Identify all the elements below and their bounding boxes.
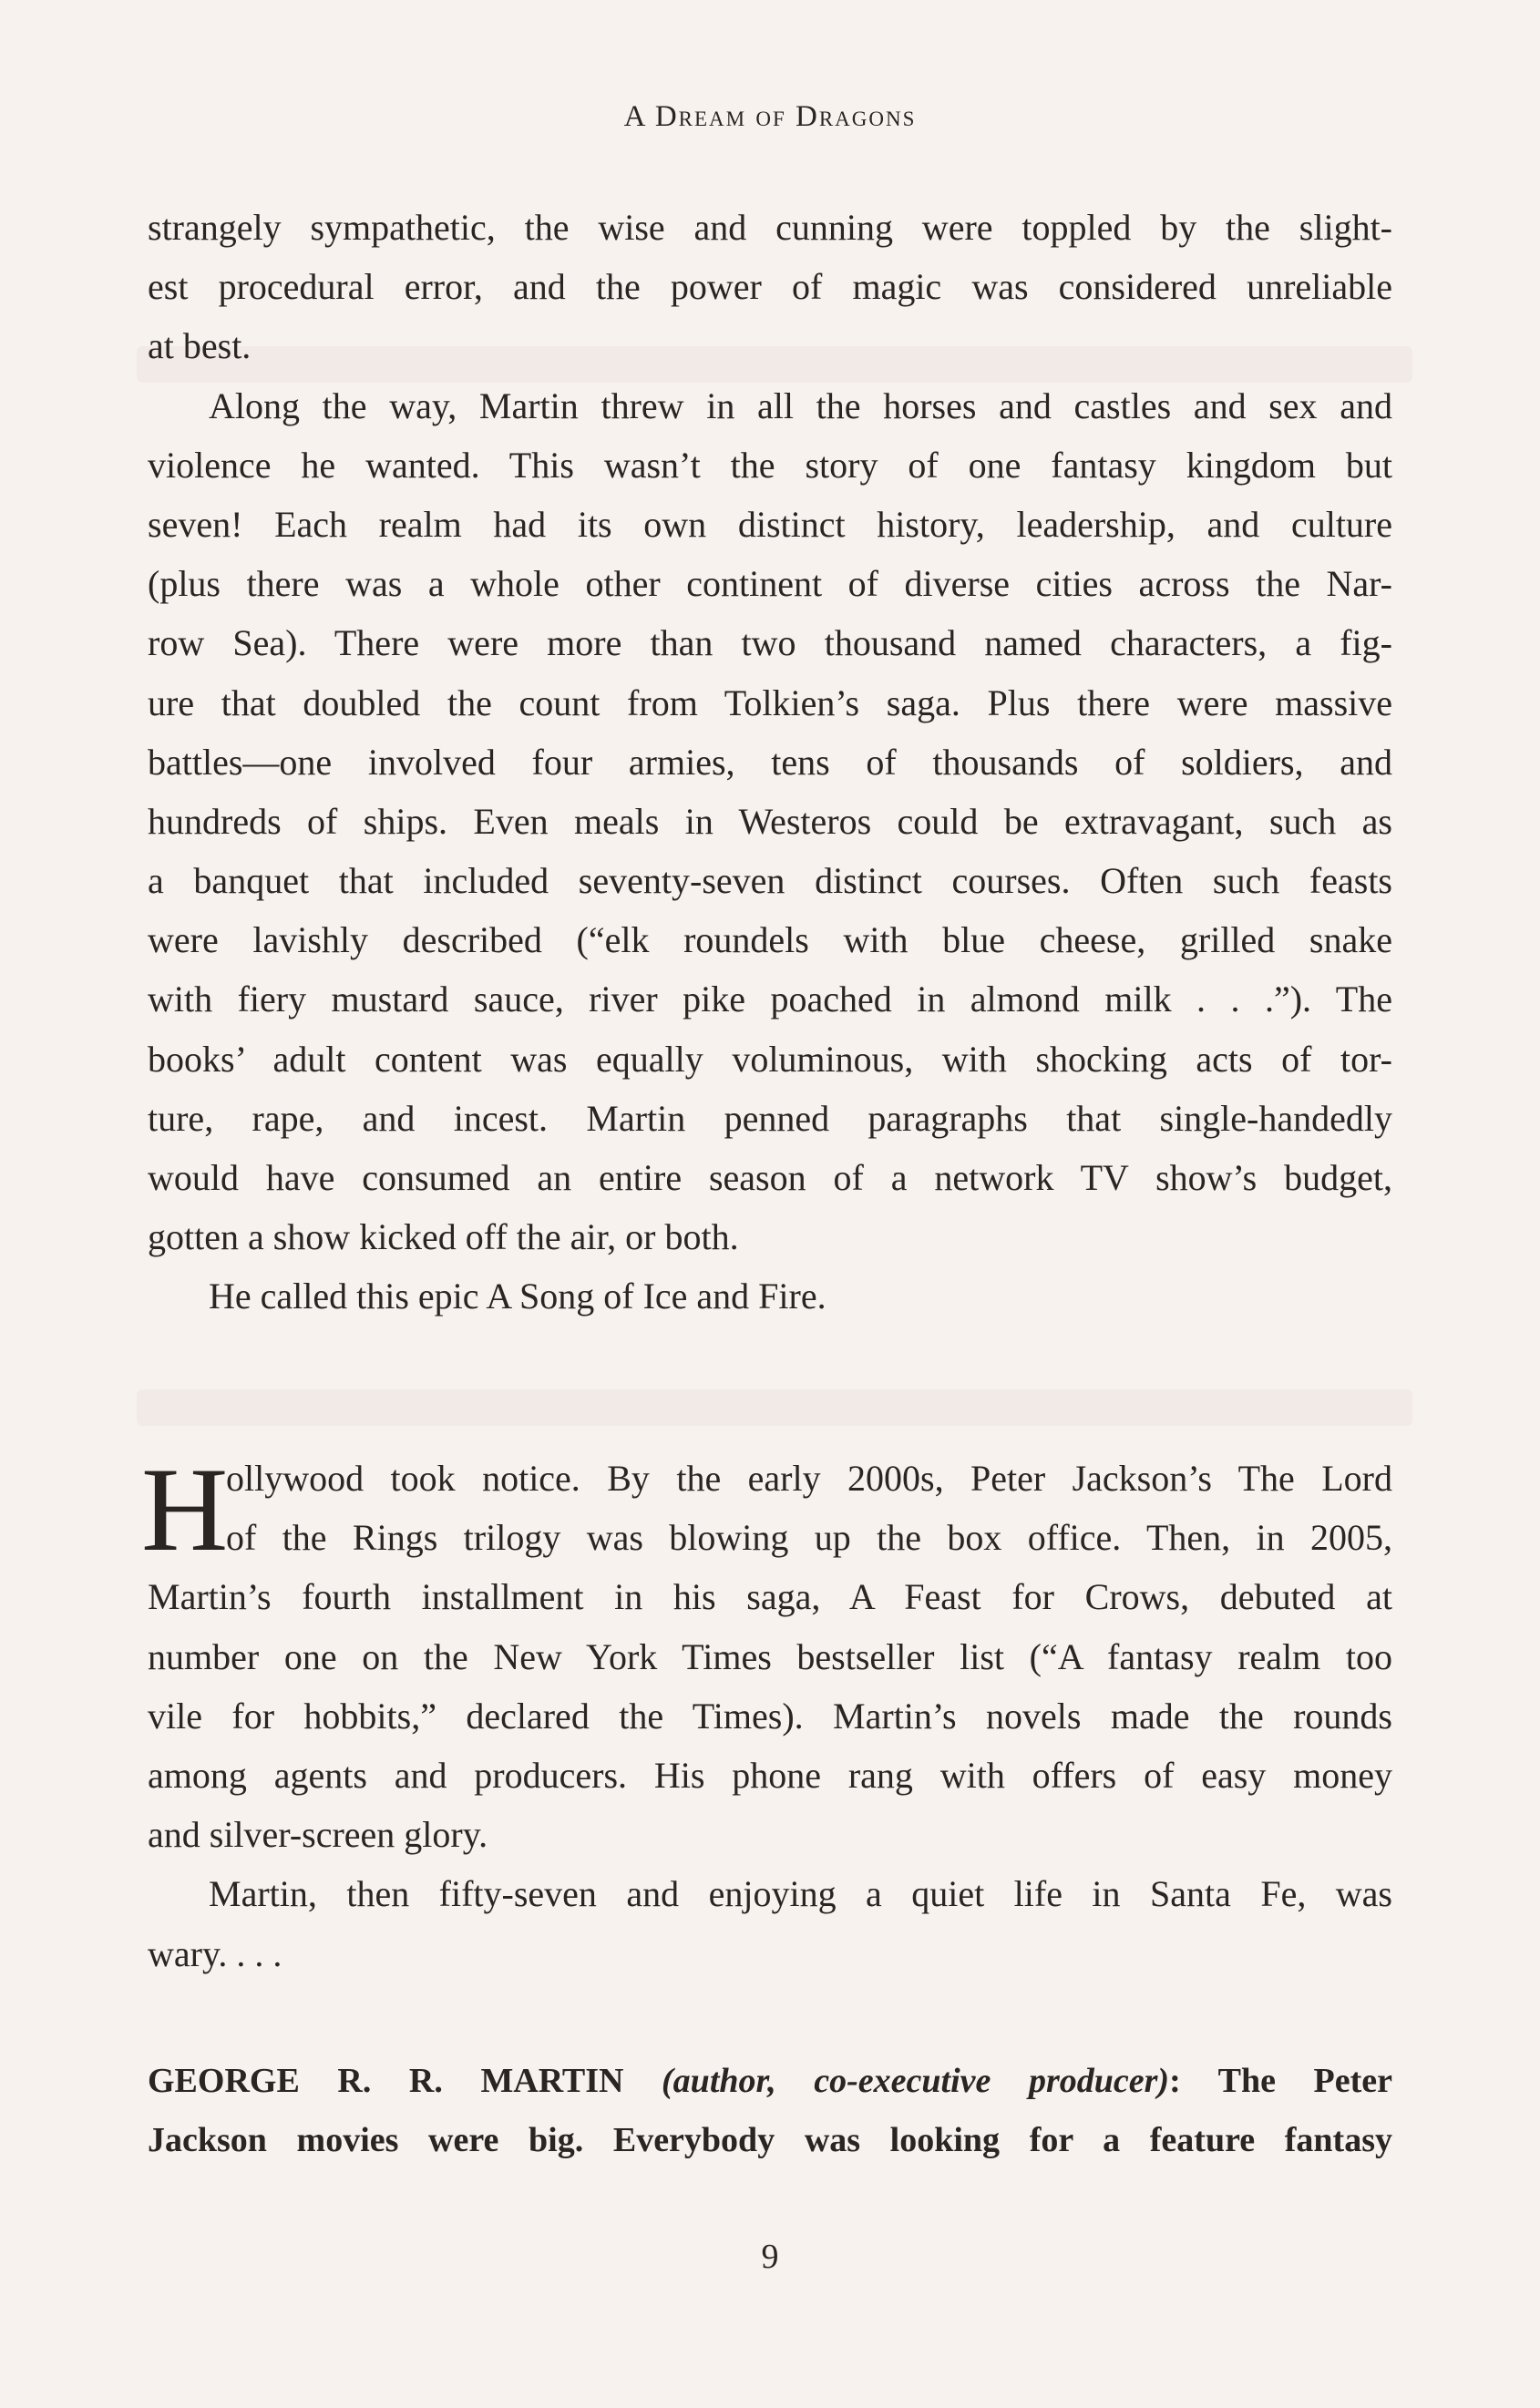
- text-line: of the Rings trilogy was blowing up the box office. Then, in 2005,: [226, 1517, 1392, 1559]
- text-line: were lavishly described (“elk roundels with blue cheese, grilled snake: [148, 919, 1392, 961]
- text-line: wary. . . .: [148, 1932, 282, 1974]
- text-line: [148, 2052, 1392, 2111]
- running-header: A Dream of Dragons: [623, 100, 917, 133]
- speaker-role: (author, co-executive producer): [662, 2062, 1170, 2100]
- text-line: battles—one involved four armies, tens of thousands of soldiers, and: [148, 741, 1392, 783]
- text-line: Martin, then fifty-seven and enjoying a quiet life in Santa Fe, was: [209, 1873, 1392, 1915]
- text-line: and silver-screen glory.: [148, 1814, 488, 1856]
- paragraph-block-1: [148, 198, 1392, 1327]
- text-line: hundreds of ships. Even meals in Westeros could be extravagant, such as: [148, 800, 1392, 842]
- bleed-through: [137, 1389, 1412, 1426]
- text-line: ture, rape, and incest. Martin penned paragraphs that single-handedly: [148, 1097, 1392, 1139]
- text-line: at best.: [148, 325, 252, 367]
- text-line: gotten a show kicked off the air, or both.: [148, 1216, 739, 1258]
- text-line: violence he wanted. This wasn’t the story of one fantasy kingdom but: [148, 444, 1392, 486]
- text-line: est procedural error, and the power of magic was considered unreliable: [148, 266, 1392, 308]
- text-line: with fiery mustard sauce, river pike poached in almond milk . . .”). The: [148, 979, 1392, 1020]
- text-line: ollywood took notice. By the early 2000s, Peter Jackson’s The Lord: [226, 1458, 1392, 1499]
- speaker-text: : The Peter: [1169, 2062, 1392, 2100]
- paragraph-block-2: [148, 1449, 1392, 1983]
- interview-block: [148, 2052, 1392, 2170]
- text-line: row Sea). There were more than two thousand named characters, a fig-: [148, 622, 1392, 664]
- text-line: Martin’s fourth installment in his saga, A Feast for Crows, debuted at: [148, 1576, 1392, 1618]
- text-line: (plus there was a whole other continent of diverse cities across the Nar-: [148, 563, 1392, 605]
- text-line: a banquet that included seventy-seven distinct courses. Often such feasts: [148, 860, 1392, 902]
- speaker-name: GEORGE R. R. MARTIN: [148, 2062, 624, 2100]
- text-line: ure that doubled the count from Tolkien’s saga. Plus there were massive: [148, 681, 1392, 723]
- text-line: strangely sympathetic, the wise and cunning were toppled by the slight-: [148, 207, 1392, 248]
- page-number: 9: [761, 2238, 779, 2276]
- text-line: would have consumed an entire season of a network TV show’s budget,: [148, 1157, 1392, 1198]
- drop-cap: H: [141, 1442, 229, 1576]
- text-line: vile for hobbits,” declared the Times). Martin’s novels made the rounds: [148, 1695, 1392, 1737]
- text-line: among agents and producers. His phone rang with offers of easy money: [148, 1754, 1392, 1796]
- text-line: Jackson movies were big. Everybody was looking for a feature fantasy: [148, 2121, 1392, 2160]
- text-line: books’ adult content was equally voluminous, with shocking acts of tor-: [148, 1038, 1392, 1080]
- text-line: number one on the New York Times bestseller list (“A fantasy realm too: [148, 1635, 1392, 1677]
- text-line: He called this epic A Song of Ice and Fire.: [209, 1276, 826, 1317]
- text-line: seven! Each realm had its own distinct history, leadership, and culture: [148, 503, 1392, 545]
- text-line: Along the way, Martin threw in all the horses and castles and sex and: [209, 384, 1392, 426]
